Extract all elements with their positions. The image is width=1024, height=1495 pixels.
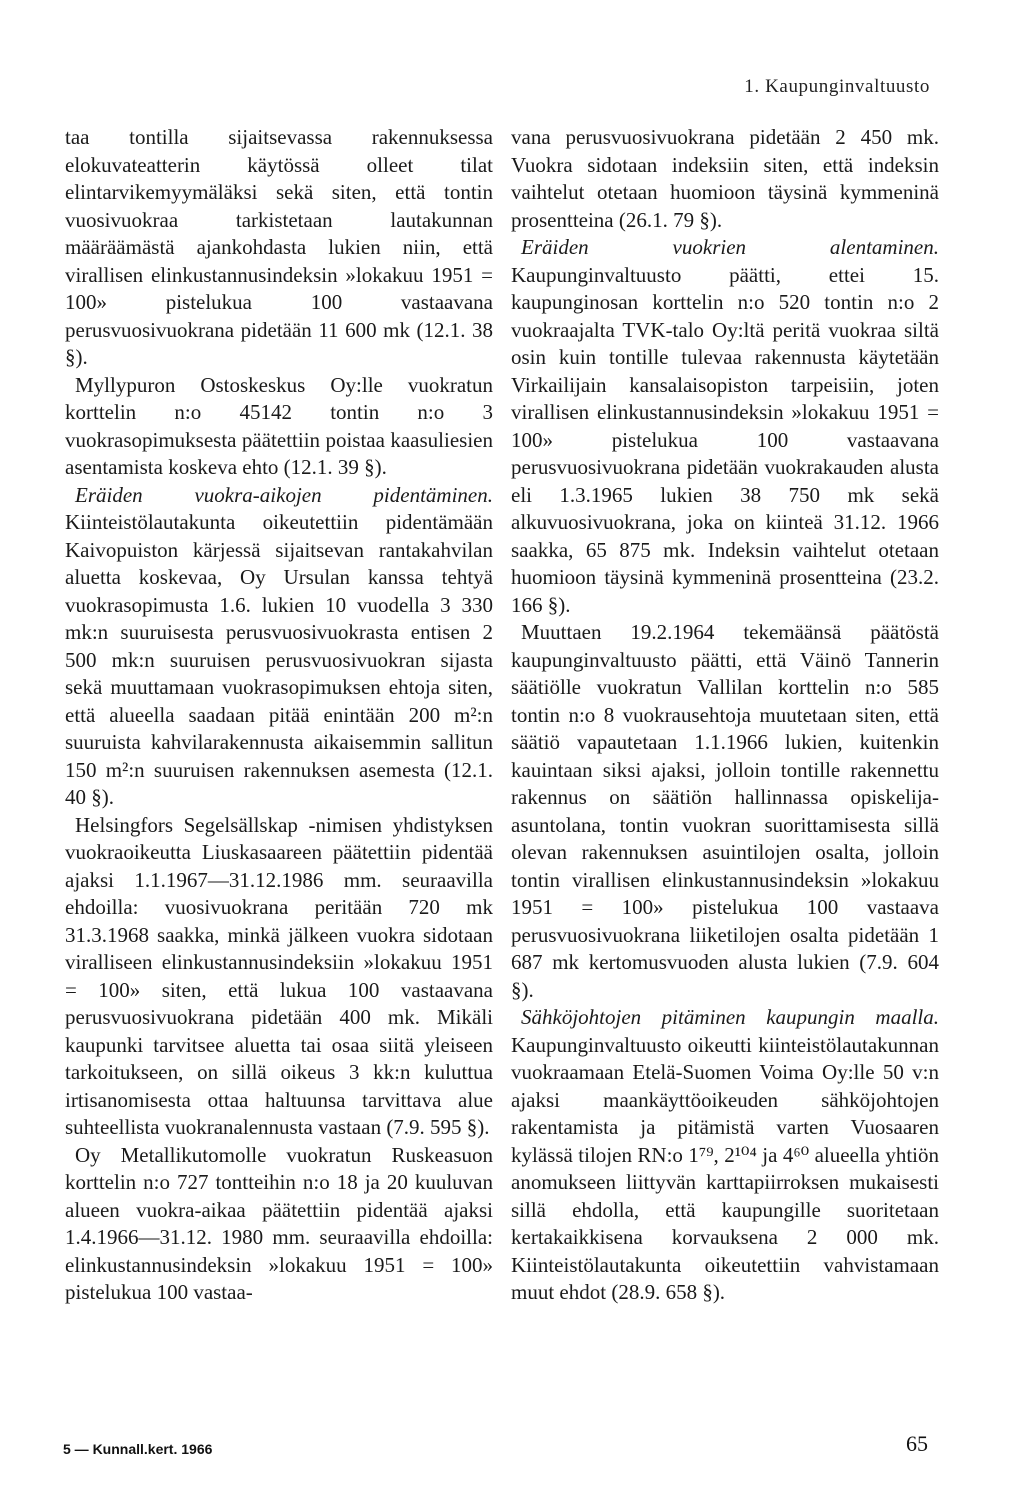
running-header: 1. Kaupunginvaltuusto	[744, 76, 930, 97]
paragraph: vana perusvuosivuokrana pidetään 2 450 mk. Vuokra sidotaan indeksiin siten, että indeksin vaihtelut otetaan huomioon täysinä kymmeninä prosentteina (26.1. 79 §).	[511, 125, 939, 232]
right-column	[511, 124, 939, 1307]
paragraph: Helsingfors Segelsällskap -nimisen yhdistyksen vuokraoikeutta Liuskasaareen päätettiin pidentää ajaksi 1.1.1967—31.12.1986 mm. seuraavilla ehdoilla: vuosivuokrana peritään 720 mk 31.3.1968 saakka, minkä jälkeen vuokra sidotaan viralliseen elinkustannusindeksiin »lokakuu 1951 = 100» siten, että lukua 100 vastaavana perusvuosivuokrana pidetään 400 mk. Mikäli kaupunki tarvitsee aluetta tai osaa siitä yleiseen tarkoitukseen, on sillä oikeus 3 kk:n kuluttua irtisanomisesta ottaa haltuunsa tarvittava alue suhteellista vuokranalennusta vastaan (7.9. 595 §).	[65, 812, 493, 1139]
paragraph: taa tontilla sijaitsevassa rakennuksessa elokuvateatterin käytössä olleet tilat elintarvikemyymäläksi sekä siten, että tontin vuosivuokraa tarkistetaan lautakunnan määräämästä ajankohdasta lukien niin, että virallisen elinkustannusindeksin »lokakuu 1951 = 100» pistelukua 100 vastaavana perusvuosivuokrana pidetään 11 600 mk (12.1. 38 §).	[65, 125, 493, 369]
paragraph-text: Kiinteistölautakunta oikeutettiin pidentämään Kaivopuiston kärjessä sijaitsevan rantakahvilan aluetta koskevaa, Oy Ursulan kanssa tehtyä vuokrasopimusta 1.6. lukien 10 vuodella 3 330 mk:n suuruisesta perusvuosivuokrasta entisen 2 500 mk:n suuruisen perusvuosivuokran sijasta sekä muuttamaan vuokrasopimuksen ehtoja siten, että alueella saadaan pitää enintään 200 m²:n suuruista kahvilarakennusta aikaisemmin sallitun 150 m²:n suuruisen rakennuksen asemesta (12.1. 40 §).	[65, 510, 493, 809]
paragraph-text: Kaupunginvaltuusto oikeutti kiinteistölautakunnan vuokraamaan Etelä-Suomen Voima Oy:lle 50 v:n ajaksi maankäyttöoikeuden sähköjohtojen rakentamista ja pitämistä varten Vuosaaren kylässä tilojen RN:o 1⁷⁹, 2¹⁰⁴ ja 4⁶⁰ alueella yhtiön anomukseen liittyvän karttapiirroksen mukaisesti sillä ehdolla, että kaupungille suoritetaan kertakaikkisena korvauksena 2 000 mk. Kiinteistölautakunta oikeutettiin vahvistamaan muut ehdot (28.9. 658 §).	[511, 1032, 939, 1304]
section-heading: Eräiden vuokra-aikojen pidentäminen.	[75, 482, 493, 507]
paragraph: Oy Metallikutomolle vuokratun Ruskeasuon korttelin n:o 727 tontteihin n:o 18 ja 20 kuuluvan alueen vuokra-aikaa päätettiin pidentää ajaksi 1.4.1966—31.12. 1980 mm. seuraavilla ehdoilla: elinkustannusindeksin »lokakuu 1951 = 100» pistelukua 100 vastaa-	[65, 1142, 493, 1304]
page-number: 65	[906, 1431, 928, 1456]
left-column	[65, 124, 493, 1307]
section-heading: Sähköjohtojen pitäminen kaupungin maalla.	[521, 1005, 939, 1029]
paragraph	[511, 1004, 939, 1307]
paragraph	[65, 482, 493, 812]
paragraph: Muuttaen 19.2.1964 tekemäänsä päätöstä kaupunginvaltuusto päätti, että Väinö Tannerin säätiölle vuokratun Vallilan korttelin n:o 585 tontin n:o 8 vuokrausehtoja muutetaan siten, että säätiö vapautetaan 1.1.1966 lukien, kuitenkin kauintaan siksi ajaksi, jolloin tontille rakennettu rakennus on säätiön hallinnassa opiskelija-asuntolana, tontin vuokran suorittamisesta sillä olevan rakennuksen asuintilojen osalta, jolloin tontin virallisen elinkustannusindeksin »lokakuu 1951 = 100» pistelukua 100 vastaava perusvuosivuokrana liiketilojen osalta pidetään 1 687 mk kertomusvuoden alusta lukien (7.9. 604 §).	[511, 620, 939, 1002]
section-heading: Eräiden vuokrien alentaminen.	[521, 235, 939, 259]
footer-source: 5 — Kunnall.kert. 1966	[63, 1441, 213, 1457]
paragraph-text: Kaupunginvaltuusto päätti, ettei 15. kaupunginosan korttelin n:o 520 tontin n:o 2 vuokraajalta TVK-talo Oy:ltä peritä vuokraa siltä osin kuin tontille tulevaa rakennusta käytetään Virkailijain kansalaisopiston tarpeisiin, joten virallisen elinkustannusindeksin »lokakuu 1951 = 100» pistelukua 100 vastaavana perusvuosivuokrana pidetään vuokrakauden alusta eli 1.3.1965 lukien 38 750 mk sekä alkuvuosivuokrana, joka on kiinteä 31.12. 1966 saakka, 65 875 mk. Indeksin vaihtelut otetaan huomioon täysinä kymmeninä prosentteina (23.2. 166 §).	[511, 262, 939, 617]
paragraph: Myllypuron Ostoskeskus Oy:lle vuokratun korttelin n:o 45142 tontin n:o 3 vuokrasopimuksesta päätettiin poistaa kaasuliesien asentamista koskeva ehto (12.1. 39 §).	[65, 372, 493, 479]
paragraph	[511, 234, 939, 619]
